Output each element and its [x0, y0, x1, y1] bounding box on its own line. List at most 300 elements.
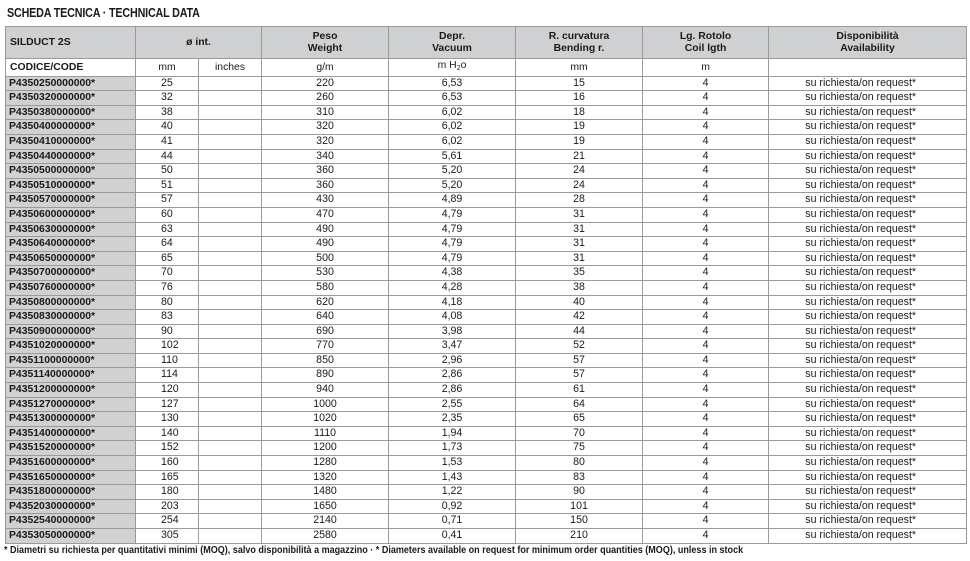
product-code-cell: P4353050000000*: [6, 529, 136, 544]
table-row: [6, 456, 967, 471]
weight-cell: 580: [262, 280, 389, 295]
diameter-inches-cell: [199, 310, 262, 325]
coil-length-cell: 4: [643, 485, 769, 500]
diameter-inches-cell: [199, 353, 262, 368]
product-code-cell: P4350320000000*: [6, 91, 136, 106]
diameter-mm-cell: 65: [136, 251, 199, 266]
bending-radius-cell: 19: [516, 134, 643, 149]
coil-length-cell: 4: [643, 120, 769, 135]
table-row: [6, 164, 967, 179]
coil-length-cell: 4: [643, 441, 769, 456]
product-code-cell: P4351270000000*: [6, 397, 136, 412]
coil-length-cell: 4: [643, 134, 769, 149]
coil-length-cell: 4: [643, 76, 769, 91]
diameter-inches-cell: [199, 324, 262, 339]
diameter-mm-cell: 41: [136, 134, 199, 149]
diameter-inches-cell: [199, 412, 262, 427]
coil-length-cell: 4: [643, 470, 769, 485]
diameter-inches-cell: [199, 499, 262, 514]
weight-cell: 490: [262, 222, 389, 237]
coil-length-cell: 4: [643, 426, 769, 441]
diameter-mm-cell: 254: [136, 514, 199, 529]
weight-cell: 340: [262, 149, 389, 164]
bending-radius-cell: 65: [516, 412, 643, 427]
coil-length-cell: 4: [643, 251, 769, 266]
table-row: [6, 207, 967, 222]
header-row: [6, 27, 967, 59]
table-row: [6, 222, 967, 237]
weight-cell: 470: [262, 207, 389, 222]
product-code-cell: P4350760000000*: [6, 280, 136, 295]
table-row: [6, 310, 967, 325]
bending-radius-cell: 40: [516, 295, 643, 310]
coil-length-cell: 4: [643, 324, 769, 339]
table-row: [6, 470, 967, 485]
product-code-cell: P4350380000000*: [6, 105, 136, 120]
diameter-header: ø int.: [136, 27, 262, 59]
code-column-header: CODICE/CODE: [6, 59, 136, 77]
bending-radius-cell: 57: [516, 368, 643, 383]
units-row: [6, 59, 967, 77]
vacuum-header-en: Vacuum: [432, 42, 472, 54]
product-code-cell: P4350800000000*: [6, 295, 136, 310]
diameter-mm-cell: 110: [136, 353, 199, 368]
vacuum-cell: 2,86: [389, 383, 516, 398]
vacuum-cell: 1,53: [389, 456, 516, 471]
availability-cell: su richiesta/on request*: [769, 280, 967, 295]
vacuum-cell: 4,38: [389, 266, 516, 281]
availability-cell: su richiesta/on request*: [769, 383, 967, 398]
product-code-cell: P4351650000000*: [6, 470, 136, 485]
length-header-it: Lg. Rotolo: [679, 30, 732, 42]
weight-cell: 1320: [262, 470, 389, 485]
weight-header-it: Peso: [312, 30, 338, 42]
bending-radius-cell: 90: [516, 485, 643, 500]
product-code-cell: P4350900000000*: [6, 324, 136, 339]
bending-radius-cell: 210: [516, 529, 643, 544]
table-row: [6, 441, 967, 456]
diameter-mm-cell: 152: [136, 441, 199, 456]
bending-radius-cell: 18: [516, 105, 643, 120]
table-row: [6, 397, 967, 412]
availability-cell: su richiesta/on request*: [769, 105, 967, 120]
table-row: [6, 368, 967, 383]
diameter-mm-cell: 160: [136, 456, 199, 471]
diameter-inches-cell: [199, 383, 262, 398]
diameter-inches-cell: [199, 280, 262, 295]
table-row: [6, 134, 967, 149]
product-code-cell: P4351520000000*: [6, 441, 136, 456]
vacuum-header-it: Depr.: [439, 30, 466, 42]
bending-radius-cell: 21: [516, 149, 643, 164]
coil-length-cell: 4: [643, 178, 769, 193]
availability-cell: su richiesta/on request*: [769, 339, 967, 354]
weight-cell: 690: [262, 324, 389, 339]
coil-length-cell: 4: [643, 164, 769, 179]
availability-header-en: Availability: [840, 42, 895, 54]
diameter-mm-cell: 140: [136, 426, 199, 441]
vacuum-cell: 4,79: [389, 222, 516, 237]
diameter-inches-cell: [199, 339, 262, 354]
coil-length-cell: 4: [643, 193, 769, 208]
availability-cell: su richiesta/on request*: [769, 178, 967, 193]
availability-cell: su richiesta/on request*: [769, 134, 967, 149]
vacuum-cell: 4,89: [389, 193, 516, 208]
weight-cell: 360: [262, 178, 389, 193]
coil-length-cell: 4: [643, 91, 769, 106]
diameter-mm-cell: 76: [136, 280, 199, 295]
table-row: [6, 193, 967, 208]
diameter-inches-cell: [199, 251, 262, 266]
diameter-inches-cell: [199, 164, 262, 179]
unit-vacuum-pre: m H: [437, 60, 457, 71]
technical-data-table: [5, 26, 967, 544]
diameter-inches-cell: [199, 193, 262, 208]
availability-cell: su richiesta/on request*: [769, 397, 967, 412]
unit-vacuum-sub: 2: [456, 65, 461, 72]
table-row: [6, 426, 967, 441]
availability-cell: su richiesta/on request*: [769, 76, 967, 91]
diameter-mm-cell: 180: [136, 485, 199, 500]
product-code-cell: P4351200000000*: [6, 383, 136, 398]
weight-header-en: Weight: [307, 42, 343, 54]
weight-cell: 430: [262, 193, 389, 208]
unit-length: m: [643, 59, 769, 77]
weight-cell: 310: [262, 105, 389, 120]
weight-header: [262, 27, 389, 59]
table-row: [6, 76, 967, 91]
table-row: [6, 120, 967, 135]
table-row: [6, 412, 967, 427]
diameter-mm-cell: 83: [136, 310, 199, 325]
vacuum-cell: 6,53: [389, 76, 516, 91]
vacuum-cell: 3,98: [389, 324, 516, 339]
diameter-inches-cell: [199, 266, 262, 281]
availability-cell: su richiesta/on request*: [769, 529, 967, 544]
table-row: [6, 91, 967, 106]
table-body: [6, 76, 967, 543]
availability-header-it: Disponibilità: [836, 30, 899, 42]
availability-cell: su richiesta/on request*: [769, 368, 967, 383]
bending-radius-cell: 83: [516, 470, 643, 485]
product-code-cell: P4350500000000*: [6, 164, 136, 179]
vacuum-cell: 1,94: [389, 426, 516, 441]
coil-length-cell: 4: [643, 295, 769, 310]
diameter-inches-cell: [199, 470, 262, 485]
diameter-inches-cell: [199, 120, 262, 135]
coil-length-cell: 4: [643, 105, 769, 120]
vacuum-cell: 4,79: [389, 251, 516, 266]
bending-radius-cell: 42: [516, 310, 643, 325]
availability-cell: su richiesta/on request*: [769, 456, 967, 471]
diameter-inches-cell: [199, 514, 262, 529]
diameter-mm-cell: 203: [136, 499, 199, 514]
diameter-inches-cell: [199, 105, 262, 120]
weight-cell: 260: [262, 91, 389, 106]
vacuum-cell: 1,73: [389, 441, 516, 456]
unit-availability: [769, 59, 967, 77]
product-code-cell: P4350830000000*: [6, 310, 136, 325]
availability-cell: su richiesta/on request*: [769, 120, 967, 135]
product-code-cell: P4351020000000*: [6, 339, 136, 354]
product-code-cell: P4351400000000*: [6, 426, 136, 441]
weight-cell: 500: [262, 251, 389, 266]
bending-radius-cell: 80: [516, 456, 643, 471]
coil-length-cell: 4: [643, 397, 769, 412]
product-code-cell: P4351600000000*: [6, 456, 136, 471]
availability-cell: su richiesta/on request*: [769, 207, 967, 222]
bending-header: [516, 27, 643, 59]
bending-radius-cell: 44: [516, 324, 643, 339]
bending-radius-cell: 31: [516, 251, 643, 266]
weight-cell: 2140: [262, 514, 389, 529]
product-code-cell: P4350250000000*: [6, 76, 136, 91]
availability-cell: su richiesta/on request*: [769, 499, 967, 514]
bending-header-en: Bending r.: [553, 42, 605, 54]
product-code-cell: P4351800000000*: [6, 485, 136, 500]
availability-cell: su richiesta/on request*: [769, 324, 967, 339]
unit-weight: g/m: [262, 59, 389, 77]
product-code-cell: P4350570000000*: [6, 193, 136, 208]
weight-cell: 940: [262, 383, 389, 398]
table-row: [6, 353, 967, 368]
coil-length-cell: 4: [643, 207, 769, 222]
vacuum-cell: 6,02: [389, 105, 516, 120]
table-row: [6, 324, 967, 339]
vacuum-cell: 2,96: [389, 353, 516, 368]
table-row: [6, 178, 967, 193]
availability-cell: su richiesta/on request*: [769, 222, 967, 237]
table-row: [6, 105, 967, 120]
diameter-inches-cell: [199, 237, 262, 252]
coil-length-cell: 4: [643, 499, 769, 514]
diameter-mm-cell: 90: [136, 324, 199, 339]
coil-length-cell: 4: [643, 368, 769, 383]
coil-length-cell: 4: [643, 514, 769, 529]
table-row: [6, 149, 967, 164]
bending-radius-cell: 61: [516, 383, 643, 398]
vacuum-cell: 4,08: [389, 310, 516, 325]
diameter-mm-cell: 70: [136, 266, 199, 281]
unit-inches: inches: [199, 59, 262, 77]
diameter-mm-cell: 44: [136, 149, 199, 164]
bending-radius-cell: 64: [516, 397, 643, 412]
coil-length-cell: 4: [643, 529, 769, 544]
vacuum-cell: 1,22: [389, 485, 516, 500]
diameter-mm-cell: 25: [136, 76, 199, 91]
table-row: [6, 529, 967, 544]
diameter-mm-cell: 305: [136, 529, 199, 544]
product-code-cell: P4352540000000*: [6, 514, 136, 529]
vacuum-cell: 2,55: [389, 397, 516, 412]
availability-cell: su richiesta/on request*: [769, 441, 967, 456]
availability-cell: su richiesta/on request*: [769, 164, 967, 179]
product-name-header: SILDUCT 2S: [6, 27, 136, 59]
weight-cell: 320: [262, 134, 389, 149]
vacuum-header: [389, 27, 516, 59]
vacuum-cell: 4,79: [389, 237, 516, 252]
weight-cell: 490: [262, 237, 389, 252]
weight-cell: 1200: [262, 441, 389, 456]
diameter-inches-cell: [199, 426, 262, 441]
diameter-mm-cell: 114: [136, 368, 199, 383]
diameter-mm-cell: 127: [136, 397, 199, 412]
diameter-inches-cell: [199, 456, 262, 471]
table-row: [6, 499, 967, 514]
diameter-mm-cell: 32: [136, 91, 199, 106]
vacuum-cell: 4,28: [389, 280, 516, 295]
coil-length-cell: 4: [643, 339, 769, 354]
availability-cell: su richiesta/on request*: [769, 266, 967, 281]
coil-length-cell: 4: [643, 383, 769, 398]
weight-cell: 770: [262, 339, 389, 354]
diameter-inches-cell: [199, 91, 262, 106]
diameter-mm-cell: 64: [136, 237, 199, 252]
diameter-mm-cell: 60: [136, 207, 199, 222]
length-header-en: Coil lgth: [684, 42, 727, 54]
diameter-mm-cell: 40: [136, 120, 199, 135]
availability-cell: su richiesta/on request*: [769, 149, 967, 164]
diameter-mm-cell: 165: [136, 470, 199, 485]
diameter-mm-cell: 38: [136, 105, 199, 120]
diameter-inches-cell: [199, 76, 262, 91]
diameter-mm-cell: 130: [136, 412, 199, 427]
weight-cell: 220: [262, 76, 389, 91]
vacuum-cell: 6,53: [389, 91, 516, 106]
weight-cell: 620: [262, 295, 389, 310]
table-row: [6, 295, 967, 310]
vacuum-cell: 0,71: [389, 514, 516, 529]
table-row: [6, 266, 967, 281]
diameter-inches-cell: [199, 134, 262, 149]
bending-radius-cell: 19: [516, 120, 643, 135]
product-code-cell: P4350440000000*: [6, 149, 136, 164]
diameter-inches-cell: [199, 485, 262, 500]
vacuum-cell: 5,61: [389, 149, 516, 164]
availability-cell: su richiesta/on request*: [769, 237, 967, 252]
product-code-cell: P4351300000000*: [6, 412, 136, 427]
unit-vacuum-post: o: [460, 60, 467, 71]
coil-length-cell: 4: [643, 149, 769, 164]
bending-header-it: R. curvatura: [548, 30, 610, 42]
availability-cell: su richiesta/on request*: [769, 412, 967, 427]
diameter-mm-cell: 102: [136, 339, 199, 354]
diameter-inches-cell: [199, 178, 262, 193]
coil-length-cell: 4: [643, 456, 769, 471]
coil-length-cell: 4: [643, 412, 769, 427]
product-code-cell: P4350410000000*: [6, 134, 136, 149]
product-code-cell: P4350640000000*: [6, 237, 136, 252]
weight-cell: 1020: [262, 412, 389, 427]
vacuum-cell: 2,86: [389, 368, 516, 383]
availability-cell: su richiesta/on request*: [769, 353, 967, 368]
bending-radius-cell: 52: [516, 339, 643, 354]
vacuum-cell: 3,47: [389, 339, 516, 354]
bending-radius-cell: 57: [516, 353, 643, 368]
product-code-cell: P4350510000000*: [6, 178, 136, 193]
bending-radius-cell: 15: [516, 76, 643, 91]
coil-length-cell: 4: [643, 266, 769, 281]
bending-radius-cell: 75: [516, 441, 643, 456]
product-code-cell: P4350400000000*: [6, 120, 136, 135]
coil-length-cell: 4: [643, 280, 769, 295]
product-code-cell: P4352030000000*: [6, 499, 136, 514]
unit-vacuum: [389, 59, 516, 77]
coil-length-cell: 4: [643, 310, 769, 325]
diameter-inches-cell: [199, 149, 262, 164]
table-row: [6, 280, 967, 295]
table-row: [6, 485, 967, 500]
vacuum-cell: 1,43: [389, 470, 516, 485]
availability-cell: su richiesta/on request*: [769, 514, 967, 529]
table-row: [6, 237, 967, 252]
availability-cell: su richiesta/on request*: [769, 470, 967, 485]
diameter-inches-cell: [199, 529, 262, 544]
bending-radius-cell: 31: [516, 222, 643, 237]
availability-cell: su richiesta/on request*: [769, 251, 967, 266]
product-code-cell: P4350700000000*: [6, 266, 136, 281]
bending-radius-cell: 150: [516, 514, 643, 529]
bending-radius-cell: 38: [516, 280, 643, 295]
product-code-cell: P4350630000000*: [6, 222, 136, 237]
weight-cell: 1280: [262, 456, 389, 471]
availability-cell: su richiesta/on request*: [769, 193, 967, 208]
bending-radius-cell: 24: [516, 178, 643, 193]
table-row: [6, 514, 967, 529]
weight-cell: 890: [262, 368, 389, 383]
availability-cell: su richiesta/on request*: [769, 310, 967, 325]
diameter-inches-cell: [199, 295, 262, 310]
vacuum-cell: 4,79: [389, 207, 516, 222]
vacuum-cell: 6,02: [389, 120, 516, 135]
coil-length-cell: 4: [643, 237, 769, 252]
availability-cell: su richiesta/on request*: [769, 295, 967, 310]
diameter-mm-cell: 80: [136, 295, 199, 310]
vacuum-cell: 2,35: [389, 412, 516, 427]
availability-cell: su richiesta/on request*: [769, 485, 967, 500]
weight-cell: 1000: [262, 397, 389, 412]
diameter-mm-cell: 120: [136, 383, 199, 398]
diameter-mm-cell: 57: [136, 193, 199, 208]
diameter-inches-cell: [199, 441, 262, 456]
unit-bending: mm: [516, 59, 643, 77]
availability-cell: su richiesta/on request*: [769, 426, 967, 441]
bending-radius-cell: 28: [516, 193, 643, 208]
weight-cell: 1480: [262, 485, 389, 500]
bending-radius-cell: 31: [516, 207, 643, 222]
table-row: [6, 251, 967, 266]
vacuum-cell: 0,92: [389, 499, 516, 514]
availability-cell: su richiesta/on request*: [769, 91, 967, 106]
vacuum-cell: 4,18: [389, 295, 516, 310]
product-code-cell: P4351100000000*: [6, 353, 136, 368]
table-row: [6, 383, 967, 398]
weight-cell: 360: [262, 164, 389, 179]
product-code-cell: P4350650000000*: [6, 251, 136, 266]
bending-radius-cell: 35: [516, 266, 643, 281]
weight-cell: 320: [262, 120, 389, 135]
weight-cell: 1650: [262, 499, 389, 514]
length-header: [643, 27, 769, 59]
diameter-inches-cell: [199, 207, 262, 222]
availability-header: [769, 27, 967, 59]
diameter-inches-cell: [199, 222, 262, 237]
footnote: * Diametri su richiesta per quantitativi minimi (MOQ), salvo disponibilità a magazzino · * Diameters available on request for minimum order quantities (MOQ), unless in stock: [4, 544, 744, 556]
diameter-inches-cell: [199, 397, 262, 412]
coil-length-cell: 4: [643, 222, 769, 237]
coil-length-cell: 4: [643, 353, 769, 368]
weight-cell: 1110: [262, 426, 389, 441]
